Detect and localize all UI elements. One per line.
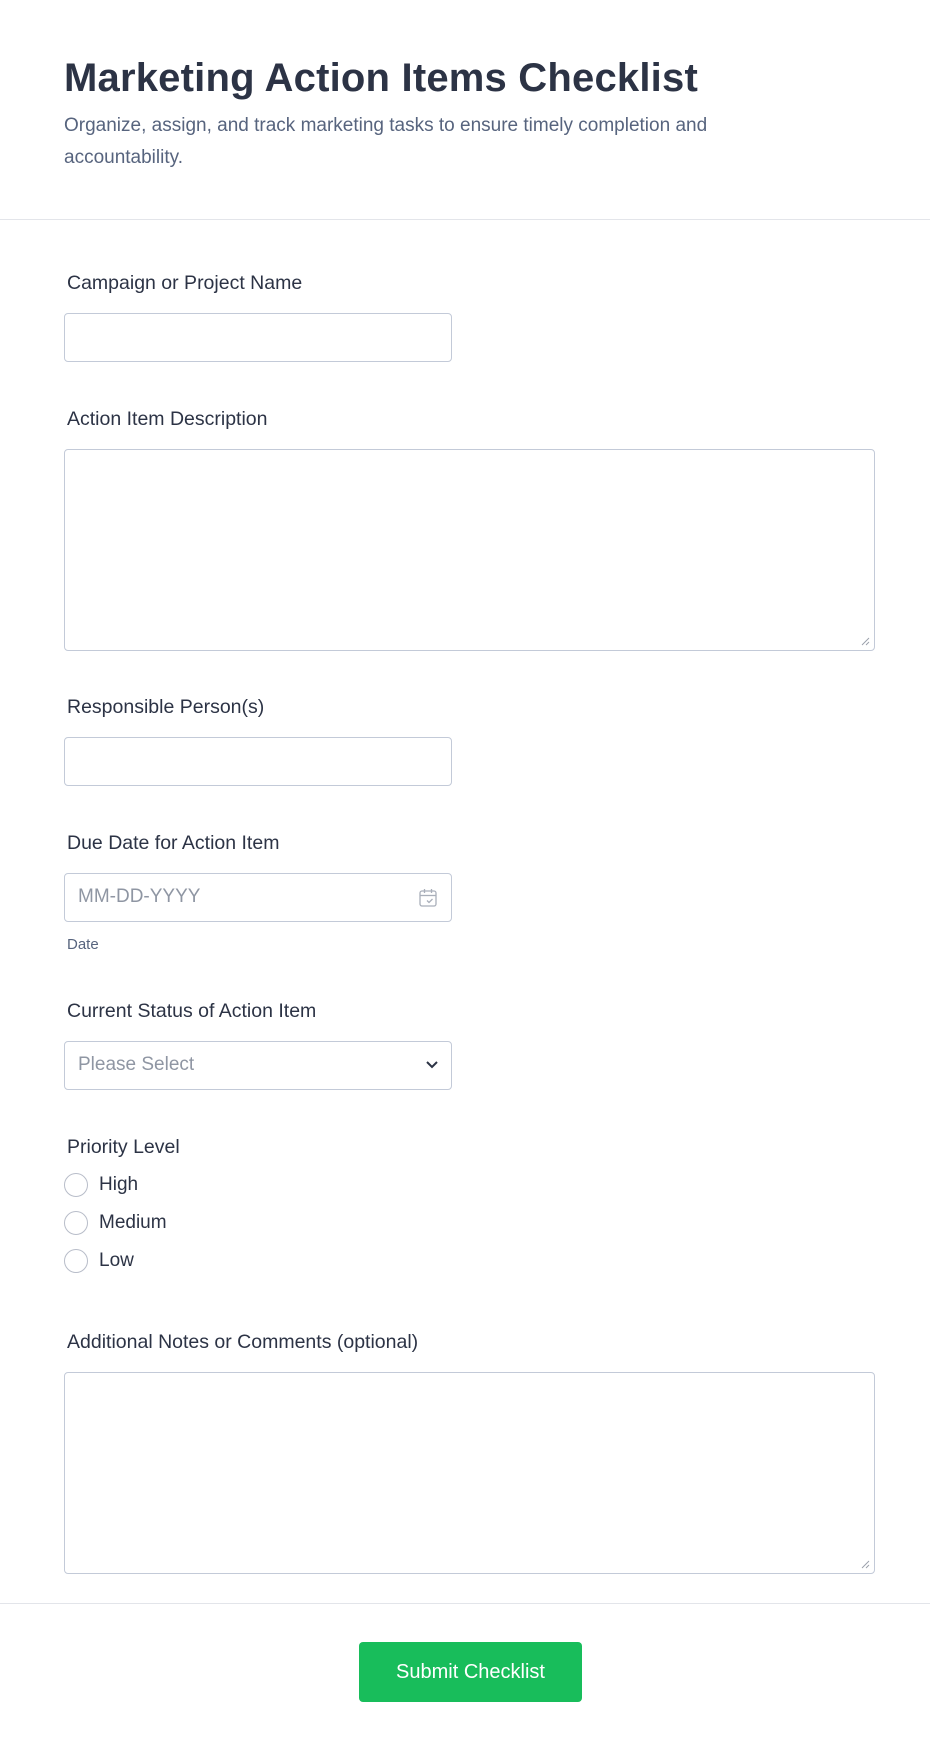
due-date-sublabel: Date	[67, 936, 99, 953]
due-date-placeholder: MM-DD-YYYY	[78, 886, 201, 907]
status-label: Current Status of Action Item	[67, 1000, 317, 1022]
description-field	[64, 406, 875, 651]
form-footer	[0, 1603, 930, 1750]
page-subtitle: Organize, assign, and track marketing tasks to ensure timely completion and accountability.	[64, 115, 708, 168]
priority-label: Priority Level	[67, 1136, 180, 1158]
due-date-input[interactable]	[64, 873, 452, 922]
notes-field	[64, 1329, 875, 1574]
radio-button[interactable]	[64, 1249, 88, 1273]
campaign-field	[64, 270, 452, 362]
chevron-down-icon[interactable]	[425, 1060, 439, 1070]
notes-textarea[interactable]	[64, 1372, 875, 1574]
priority-option-medium[interactable]	[64, 1204, 180, 1242]
priority-option-low[interactable]	[64, 1242, 180, 1280]
radio-label[interactable]: Medium	[99, 1212, 167, 1233]
priority-option-high[interactable]	[64, 1166, 180, 1204]
campaign-label: Campaign or Project Name	[67, 272, 303, 294]
responsible-input[interactable]	[64, 737, 452, 786]
resize-grip-icon[interactable]	[861, 637, 870, 646]
status-selected-value: Please Select	[78, 1054, 195, 1075]
responsible-label: Responsible Person(s)	[67, 696, 265, 718]
due-date-field	[64, 830, 452, 953]
description-textarea[interactable]	[64, 449, 875, 651]
priority-field	[64, 1134, 180, 1280]
page-title: Marketing Action Items Checklist	[64, 56, 698, 100]
form-header	[0, 0, 930, 220]
radio-button[interactable]	[64, 1211, 88, 1235]
submit-button[interactable]: Submit Checklist	[359, 1642, 582, 1702]
status-select[interactable]	[64, 1041, 452, 1090]
description-label: Action Item Description	[67, 408, 268, 430]
calendar-icon[interactable]	[419, 888, 437, 907]
priority-radio-group	[64, 1166, 180, 1280]
radio-label[interactable]: Low	[99, 1250, 134, 1271]
radio-label[interactable]: High	[99, 1174, 139, 1195]
radio-button[interactable]	[64, 1173, 88, 1197]
campaign-input[interactable]	[64, 313, 452, 362]
status-field	[64, 998, 452, 1090]
due-date-label: Due Date for Action Item	[67, 832, 280, 854]
resize-grip-icon[interactable]	[861, 1560, 870, 1569]
notes-label: Additional Notes or Comments (optional)	[67, 1331, 419, 1353]
responsible-field	[64, 694, 452, 786]
